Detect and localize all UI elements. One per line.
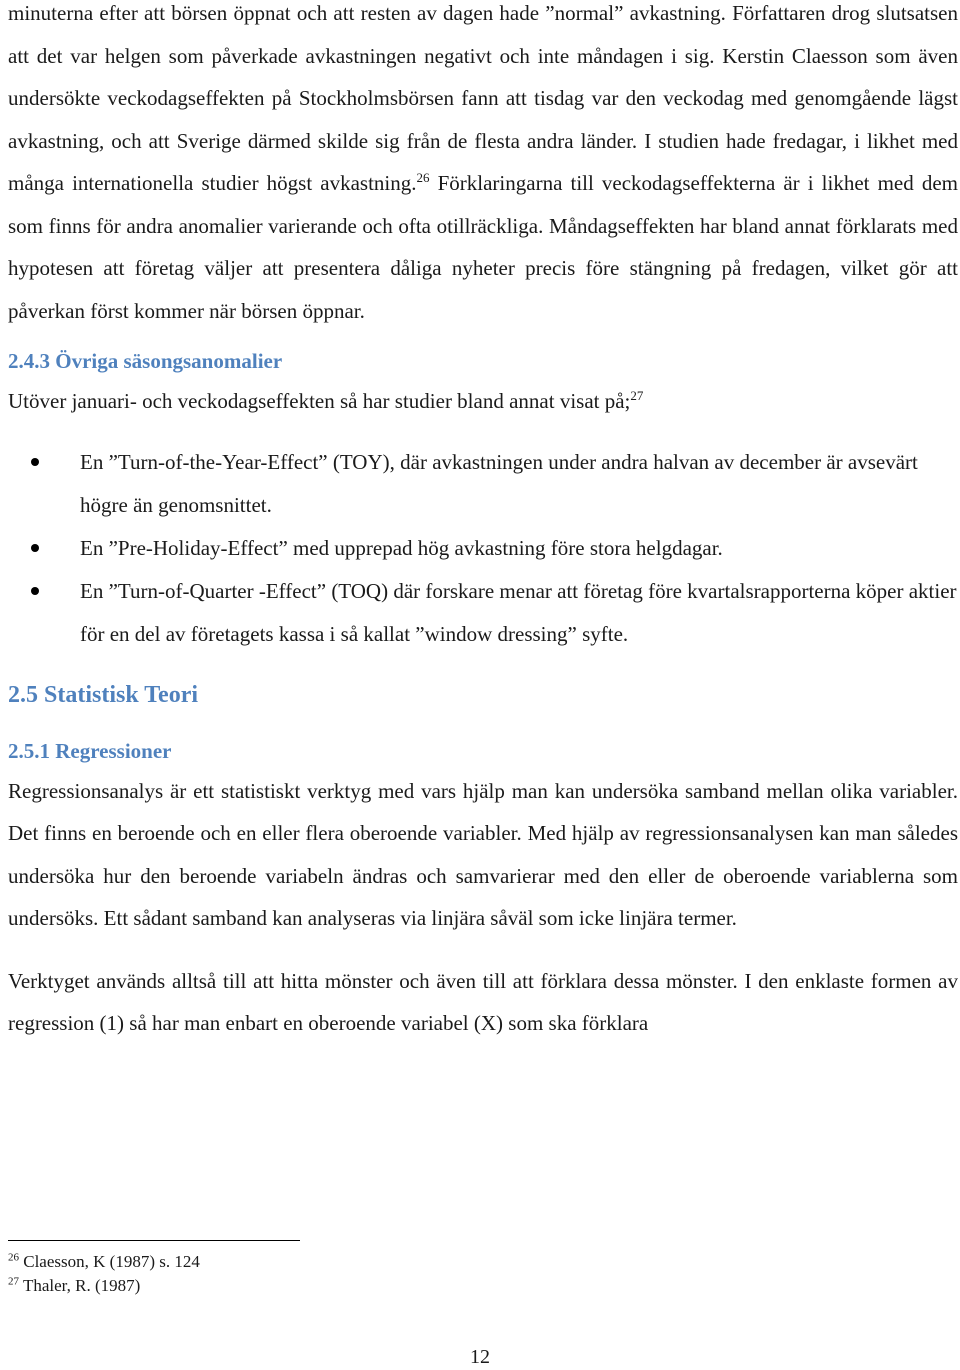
section-heading-2-4-3: 2.4.3 Övriga säsongsanomalier: [8, 349, 283, 373]
footnote-27: [8, 1274, 200, 1298]
list-item-text: En ”Turn-of-Quarter -Effect” (TOQ) där forskare menar att företag före kvartalsrapporterna köper aktier för en del av företagets kassa i så kallat ”window dressing” syfte.: [80, 578, 957, 646]
list-item-text: En ”Turn-of-the-Year-Effect” (TOY), där avkastningen under andra halvan av december är avsevärt högre än genomsnittet.: [80, 449, 918, 517]
paragraph-text: Utöver januari- och veckodagseffekten så har studier bland annat visat på;: [8, 389, 631, 413]
footnote-text: Thaler, R. (1987): [19, 1276, 141, 1295]
footnote-number: 27: [8, 1275, 19, 1288]
list-item: [8, 527, 958, 570]
footnote-text: Claesson, K (1987) s. 124: [19, 1252, 200, 1271]
footnote-26: [8, 1250, 200, 1274]
body-paragraph-regression: Regressionsanalys är ett statistiskt verktyg med vars hjälp man kan undersöka samband mellan olika variabler. Det finns en beroende och en eller flera oberoende variabler. Med hjälp av regressionsanalysen kan man således undersöka hur den beroende variabeln ändras och samvarierar med den eller de oberoende variablerna som undersöks. Ett sådant samband kan analyseras via linjära såväl som icke linjära termer.: [8, 778, 958, 930]
page-number: 12: [470, 1346, 490, 1368]
paragraph-text: minuterna efter att börsen öppnat och att resten av dagen hade ”normal” avkastning. Författaren drog slutsatsen att det var helgen som påverkade avkastningen negativt och inte måndagen i sig. Kerstin Claesson som även undersökte veckodagseffekten på Stockholmsbörsen fann att tisdag var den veckodag med genomgående lägst avkastning, och att Sverige därmed skilde sig från de flesta andra länder. I studien hade fredagar, i likhet med många internationella studier högst avkastning.: [8, 1, 958, 195]
list-item: [8, 441, 958, 527]
section-heading-2-5-1: 2.5.1 Regressioner: [8, 738, 172, 763]
footnote-ref-27: 27: [630, 388, 644, 403]
footnote-ref-26: 26: [416, 170, 430, 185]
footnotes: [8, 1250, 200, 1298]
list-item-text: En ”Pre-Holiday-Effect” med upprepad hög avkastning före stora helgdagar.: [80, 535, 723, 560]
bullet-icon: [31, 458, 39, 466]
footnote-number: 26: [8, 1251, 19, 1264]
paragraph-text-cont: Förklaringarna till veckodagseffekterna är i likhet med dem som finns för andra anomalier varierande och ofta otillräckliga. Måndagseffekten har bland annat förklarats med hypotesen att företag väljer att presentera dåliga nyheter precis före stängning på fredagen, vilket gör att påverkan först kommer när börsen öppnar.: [8, 171, 958, 323]
anomaly-bullet-list: [8, 441, 958, 656]
bullet-icon: [31, 544, 39, 552]
document-page: [8, 0, 958, 1045]
body-paragraph-weekday-effect: [8, 0, 958, 332]
body-paragraph-pattern: Verktyget används alltså till att hitta mönster och även till att förklara dessa mönster. I den enklaste formen av regression (1) så har man enbart en oberoende variabel (X) som ska förklara: [8, 968, 958, 1035]
body-paragraph-intro-list: [8, 380, 958, 423]
bullet-icon: [31, 587, 39, 595]
footnote-separator: [8, 1240, 300, 1241]
list-item: [8, 570, 958, 656]
section-heading-2-5: 2.5 Statistisk Teori: [8, 681, 199, 708]
